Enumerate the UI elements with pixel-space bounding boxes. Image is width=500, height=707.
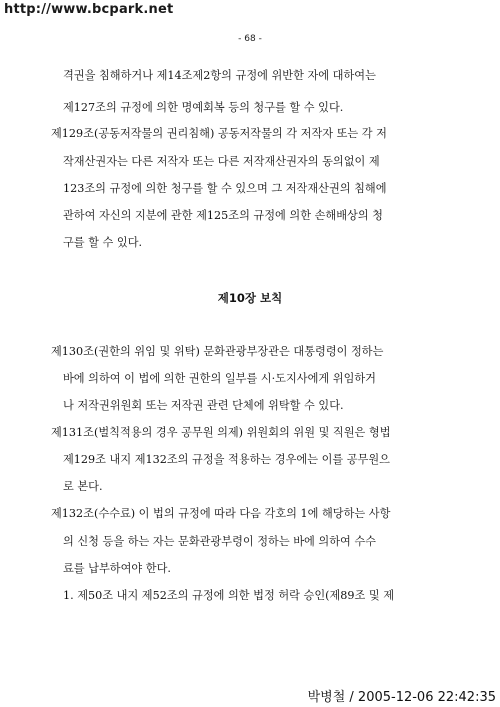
text-line: 제129조(공동저작물의 권리침해) 공동저작물의 각 저작자 또는 각 저 [51,127,387,140]
text-line: 바에 의하여 이 법에 의한 권한의 일부를 시·도지사에게 위임하거 [63,372,376,385]
text-line: 료를 납부하여야 한다. [63,562,171,575]
text-line: 로 본다. [63,480,103,493]
text-line: 작재산권자는 다른 저작자 또는 다른 저작재산권자의 동의없이 제 [63,155,380,168]
text-line: 의 신청 등을 하는 자는 문화관광부령이 정하는 바에 의하여 수수 [63,535,376,548]
text-line: 제127조의 규정에 의한 명예회복 등의 청구를 할 수 있다. [63,101,344,114]
chapter-heading: 제10장 보칙 [217,291,283,305]
text-line: 123조의 규정에 의한 청구를 할 수 있으며 그 저작재산권의 침해에 [63,182,387,195]
list-item: 1. 제50조 내지 제52조의 규정에 의한 법정 허락 승인(제89조 및 제 [63,589,395,602]
watermark: http://www.bcpark.net [4,2,174,17]
text-line: 제130조(권한의 위임 및 위탁) 문화관광부장관은 대통령령이 정하는 [51,345,384,358]
text-line: 격권을 침해하거나 제14조제2항의 규정에 위반한 자에 대하여는 [63,69,376,82]
text-line: 관하여 자신의 지분에 관한 제125조의 규정에 의한 손해배상의 청 [63,209,383,222]
footer-stamp: 박병철 / 2005-12-06 22:42:35 [307,690,496,705]
text-line: 제132조(수수료) 이 법의 규정에 따라 다음 각호의 1에 해당하는 사항 [51,507,391,520]
text-line: 제131조(벌칙적용의 경우 공무원 의제) 위원회의 위원 및 직원은 형법 [51,426,391,439]
page-number: - 68 - [238,34,262,44]
text-line: 구를 할 수 있다. [63,236,143,249]
text-line: 나 저작권위원회 또는 저작권 관련 단체에 위탁할 수 있다. [63,399,344,412]
text-line: 제129조 내지 제132조의 규정을 적용하는 경우에는 이를 공무원으 [63,453,390,466]
